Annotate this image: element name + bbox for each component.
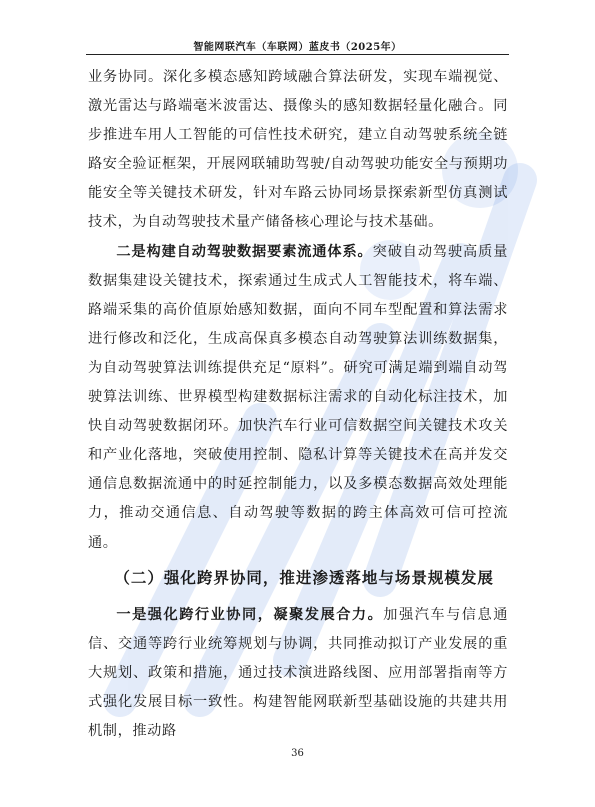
page-number: 36	[291, 748, 304, 759]
running-header: 智能网联汽车（车联网）蓝皮书（2025年）	[193, 42, 402, 53]
header-divider	[86, 54, 509, 55]
paragraph-cross-industry	[88, 601, 508, 746]
paragraph-continued	[88, 63, 508, 238]
paragraph-lead: 一是强化跨行业协同，凝聚发展合力。	[116, 606, 384, 623]
paragraph-text: 突破自动驾驶高质量数据集建设关键技术，探索通过生成式人工智能技术，将车端、路端采集的高价值原始感知数据，面向不同车型配置和算法需求进行修改和泛化，生成高保真多模态自动驾驶算法训练数据集，为自动驾驶算法训练提供充足“原料”。研究可满足端到端自动驾驶算法训练、世界模型构建数据标注需求的自动化标注技术，加快自动驾驶数据闭环。加快汽车行业可信数据空间关键技术攻关和产业化落地，突破使用控制、隐私计算等关键技术在高并发交通信息数据流通中的时延控制能力，以及多模态数据高效处理能力，推动交通信息、自动驾驶等数据的跨主体高效可信可控流通。	[88, 243, 508, 551]
section-heading: （二）强化跨界协同，推进渗透落地与场景规模发展	[114, 568, 494, 587]
paragraph-lead: 二是构建自动驾驶数据要素流通体系。	[116, 243, 373, 260]
paragraph-data-circulation	[88, 238, 508, 558]
paragraph-text: 加强汽车与信息通信、交通等跨行业统筹规划与协调，共同推动拟订产业发展的重大规划、政策和措施，通过技术演进路线图、应用部署指南等方式强化发展目标一致性。构建智能网联新型基础设施的共建共用机制，推动路	[88, 606, 508, 740]
paragraph-text: 业务协同。深化多模态感知跨域融合算法研发，实现车端视觉、激光雷达与路端毫米波雷达、摄像头的感知数据轻量化融合。同步推进车用人工智能的可信性技术研究，建立自动驾驶系统全链路安全验证框架，开展网联辅助驾驶/自动驾驶功能安全与预期功能安全等关键技术研发，针对车路云协同场景探索新型仿真测试技术，为自动驾驶技术量产储备核心理论与技术基础。	[88, 69, 508, 231]
body-text	[88, 63, 508, 746]
